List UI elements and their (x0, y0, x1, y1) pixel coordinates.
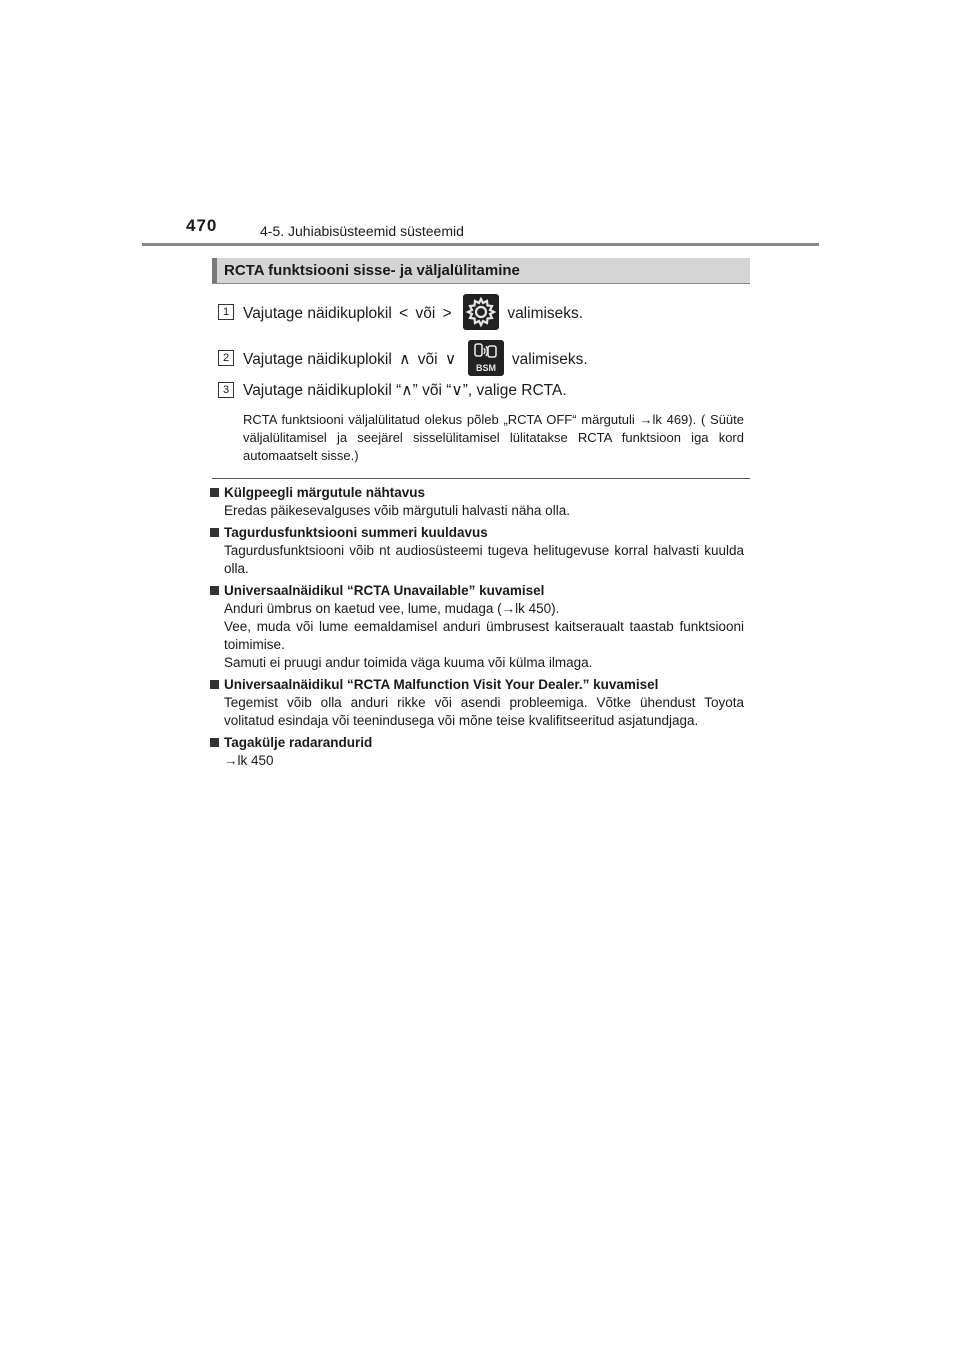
step-1-before: Vajutage näidikuplokil (243, 305, 392, 323)
step-number-2: 2 (218, 350, 234, 366)
right-arrow-symbol: > (442, 305, 452, 323)
tip-title: Külgpeegli märgutule nähtavus (210, 484, 744, 502)
tip-title: Tagakülje radarandurid (210, 734, 744, 752)
bullet-square-icon (210, 488, 219, 497)
tip-body: Anduri ümbrus on kaetud vee, lume, mudaga (→lk 450). Vee, muda või lume eemaldamisel anduri ümbrusest kaitseraualt taastab funktsiooni toimimise. Samuti ei pruugi andur toimida väga kuuma või külma ilmaga. (224, 601, 744, 670)
tips-list (210, 484, 744, 774)
bullet-square-icon (210, 528, 219, 537)
section-title: 4-5. Juhiabisüsteemid süsteemid (260, 223, 464, 239)
down-arrow-symbol: ∨ (444, 351, 457, 369)
step-1-text (243, 296, 583, 332)
tip-body (210, 752, 744, 770)
banner-accent (212, 258, 217, 283)
up-arrow-symbol: ∧ (399, 351, 411, 369)
header-divider (142, 243, 819, 246)
tip-body: Eredas päikesevalguses võib märgutuli halvasti näha olla. (224, 503, 570, 518)
page-reference-link: →lk 450 (224, 753, 274, 768)
banner-title: RCTA funktsiooni sisse- ja väljalülitamine (224, 262, 520, 279)
step-number-1: 1 (218, 304, 234, 320)
step-3-text: Vajutage näidikuplokil “∧” või “∨”, valige RCTA. (243, 382, 567, 399)
tip-body: Tegemist võib olla anduri rikke või asendi probleemiga. Võtke ühendust Toyota volitatud esindaja või teenindusega või mõne teise kvalifitseeritud asjatundjaga. (224, 695, 744, 728)
tip-item (210, 582, 744, 672)
tip-title: Universaalnäidikul “RCTA Unavailable” kuvamisel (210, 582, 744, 600)
bullet-square-icon (210, 586, 219, 595)
step-2-or: või (417, 351, 438, 369)
step-1-after: valimiseks. (507, 305, 584, 323)
bullet-square-icon (210, 738, 219, 747)
step-number-3: 3 (218, 382, 234, 398)
section-banner (212, 258, 750, 284)
bullet-square-icon (210, 680, 219, 689)
left-arrow-symbol: < (399, 305, 409, 323)
tip-item (210, 524, 744, 578)
tip-title: Universaalnäidikul “RCTA Malfunction Visit Your Dealer.” kuvamisel (210, 676, 744, 694)
tip-title: Tagurdusfunktsiooni summeri kuuldavus (210, 524, 744, 542)
bsm-icon (468, 340, 504, 376)
tip-item (210, 484, 744, 520)
step-2-before: Vajutage näidikuplokil (243, 351, 392, 369)
step-2-text (243, 342, 588, 378)
tip-item (210, 734, 744, 770)
tip-item (210, 676, 744, 730)
step-note: RCTA funktsiooni väljalülitatud olekus põleb „RCTA OFF“ märgutuli →lk 469). ( Süüte väljalülitamisel ja seejärel sisselülitamisel lülitatakse RCTA funktsioon iga kord automaatselt sisse.) (243, 412, 744, 463)
gear-icon (463, 294, 499, 330)
tip-body: Tagurdusfunktsiooni võib nt audiosüsteemi tugeva helitugevuse korral halvasti kuulda olla. (224, 543, 744, 576)
step-2-after: valimiseks. (511, 351, 588, 369)
section-divider (212, 478, 750, 479)
step-1-or: või (415, 305, 436, 323)
page-number: 470 (186, 216, 218, 235)
svg-text:BSM: BSM (475, 363, 496, 373)
